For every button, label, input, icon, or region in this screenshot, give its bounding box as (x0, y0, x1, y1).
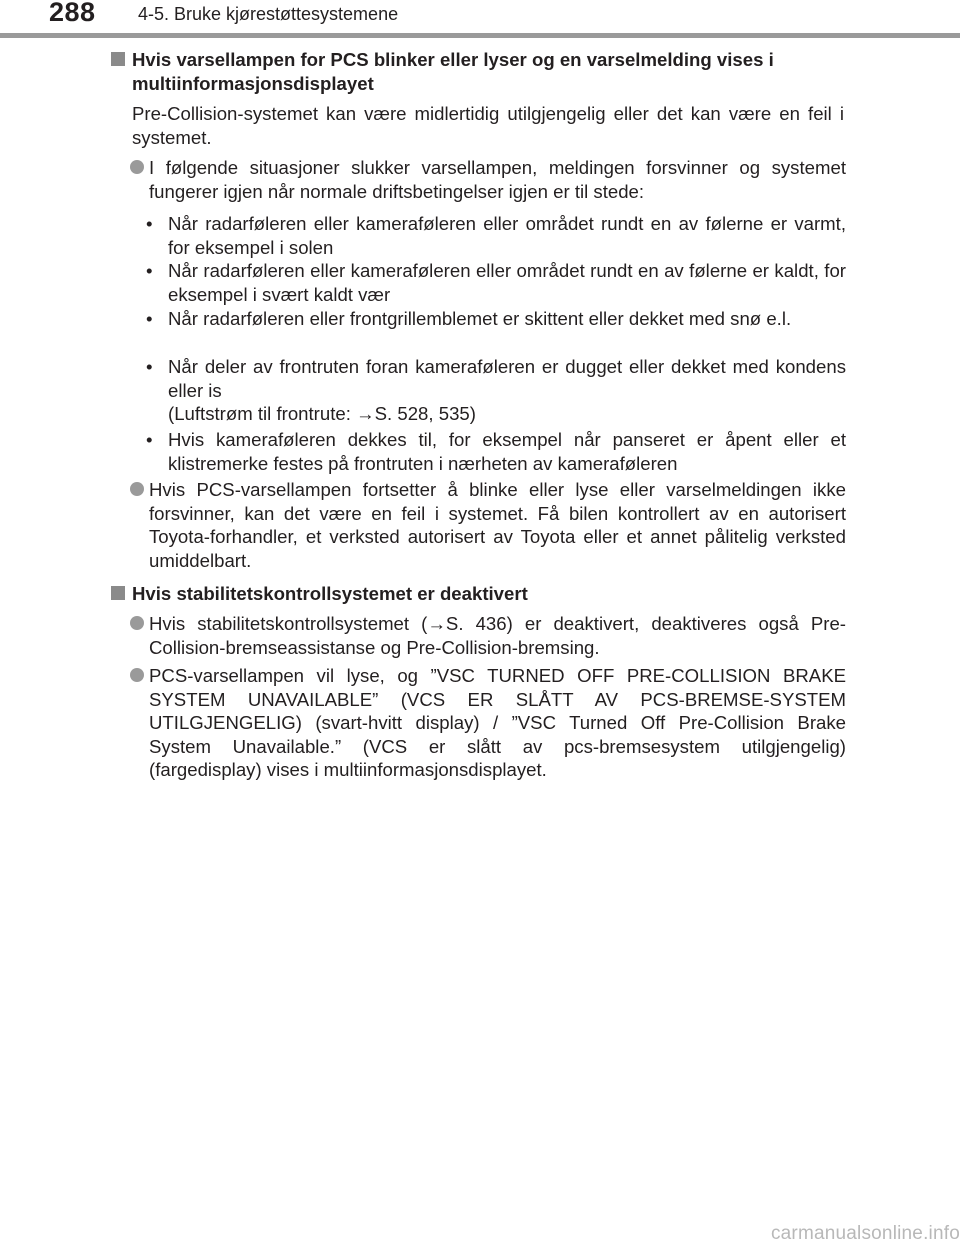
square-bullet-icon (111, 586, 125, 600)
sub-list-item-text: Når radarføleren eller frontgrillemblemet er skittent eller dekket med snø e.l. (168, 308, 792, 329)
chapter-title: 4-5. Bruke kjørestøttesystemene (138, 4, 399, 24)
cross-reference: (Luftstrøm til frontrute: →S. 528, 535) (168, 403, 476, 424)
list-item (130, 478, 846, 572)
header-divider (0, 33, 960, 38)
sub-list-item (146, 307, 846, 331)
sub-list-item-text: Når radarføleren eller kameraføleren eller området rundt en av følerne er varmt, for eksempel i solen (168, 213, 846, 258)
sub-list-item-text: Når radarføleren eller kameraføleren eller området rundt en av følerne er kaldt, for eksempel i svært kaldt vær (168, 260, 846, 305)
list-item (130, 664, 846, 782)
sub-list-item (146, 212, 846, 259)
list-item-text: Hvis PCS-varsellampen fortsetter å blinke eller lyse eller varselmeldingen ikke forsvinner, kan det være en feil i systemet. Få bilen kontrollert av en autorisert Toyota-forhandler, et verksted autorisert av Toyota eller et annet pålitelig verksted umiddelbart. (149, 479, 846, 571)
section-heading-text: Hvis varsellampen for PCS blinker eller lyser og en varselmelding vises i multiinformasjonsdisplayet (132, 49, 774, 94)
sub-list-item (146, 259, 846, 306)
section-intro: Pre-Collision-systemet kan være midlertidig utilgjengelig eller det kan være en feil i systemet. (132, 103, 844, 148)
sub-list-item (146, 428, 846, 475)
bullet-glyph: • (146, 213, 153, 234)
bullet-glyph: • (146, 356, 153, 377)
circle-bullet-icon (130, 482, 144, 496)
sub-list-item-text: Når deler av frontruten foran kameraføleren er dugget eller dekket med kondens eller is (168, 356, 846, 401)
page-header (0, 0, 960, 40)
list-item (130, 156, 846, 203)
section-heading-text: Hvis stabilitetskontrollsystemet er deaktivert (132, 583, 528, 604)
circle-bullet-icon (130, 616, 144, 630)
list-item-text: Hvis stabilitetskontrollsystemet (→S. 436) er deaktivert, deaktiveres også Pre-Collision-bremseassistanse og Pre-Collision-bremsing. (149, 613, 846, 658)
square-bullet-icon (111, 52, 125, 66)
bullet-glyph: • (146, 260, 153, 281)
sub-list-item-text: Hvis kameraføleren dekkes til, for eksempel når panseret er åpent eller et klistremerke festes på frontruten i nærheten av kameraføleren (168, 429, 846, 474)
list-item-text: I følgende situasjoner slukker varsellampen, meldingen forsvinner og systemet fungerer igjen når normale driftsbetingelser igjen er til stede: (149, 157, 846, 202)
list-item (130, 612, 846, 659)
list-item-text: PCS-varsellampen vil lyse, og ”VSC TURNED OFF PRE-COLLISION BRAKE SYSTEM UNAVAILABLE” (VCS ER SLÅTT AV PCS-BREMSE-SYSTEM UTILGJENGELIG) (svart-hvitt display) / ”VSC Turned Off Pre-Collision Brake System Unavailable.” (VCS er slått av pcs-bremsesystem utilgjengelig) (fargedisplay) vises i multiinformasjonsdisplayet. (149, 665, 846, 780)
circle-bullet-icon (130, 160, 144, 174)
bullet-glyph: • (146, 429, 153, 450)
watermark: carmanualsonline.info (770, 1223, 960, 1244)
page-number: 288 (49, 0, 96, 27)
bullet-glyph: • (146, 308, 153, 329)
section-heading-stability-control (112, 582, 852, 606)
sub-list-item (146, 355, 846, 426)
circle-bullet-icon (130, 668, 144, 682)
section-heading-pcs-warning (112, 48, 852, 95)
